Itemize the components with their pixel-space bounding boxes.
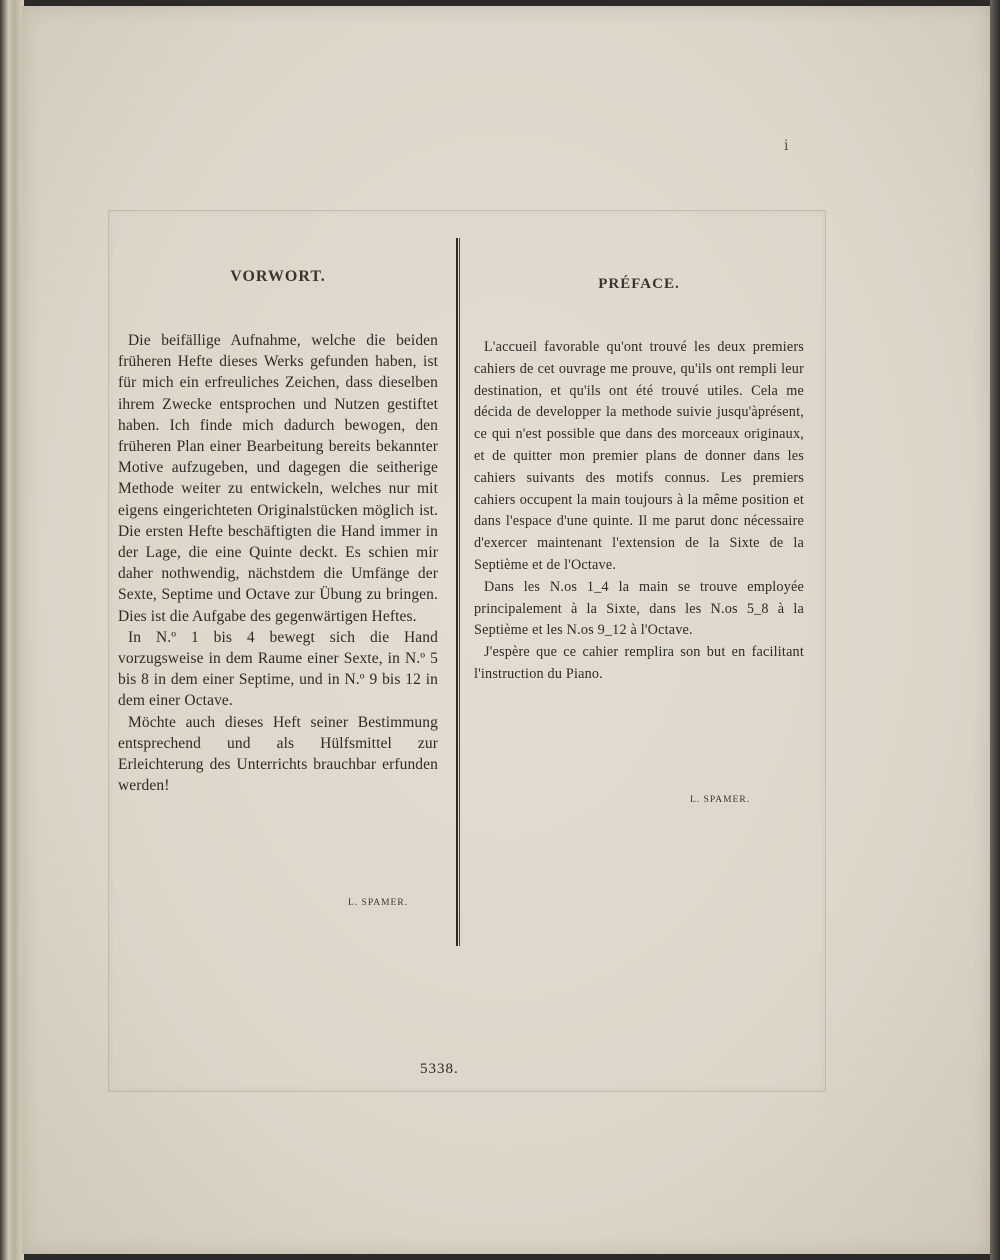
french-paragraph: J'espère que ce cahier remplira son but en facilitant l'instruction du Piano. xyxy=(474,644,804,682)
german-column xyxy=(118,268,438,796)
german-heading: VORWORT. xyxy=(230,268,326,285)
french-body xyxy=(474,337,804,686)
document-page xyxy=(22,6,990,1254)
german-paragraph: Möchte auch dieses Heft seiner Bestimmung entsprechend und als Hülfsmittel zur Erleichterung des Unterrichts brauchbar erfunden werden! xyxy=(118,713,438,795)
book-spine xyxy=(0,0,24,1260)
french-column xyxy=(474,276,804,686)
german-body xyxy=(118,330,438,796)
german-signature: L. SPAMER. xyxy=(348,898,409,908)
column-divider xyxy=(456,238,460,946)
french-paragraph: L'accueil favorable qu'ont trouvé les deux premiers cahiers de cet ouvrage me prouve, qu'ils ont rempli leur destination, et qu'ils ont été trouvé utiles. Cela me décida de developper la methode suivie jusqu'àprésent, ce qui n'est possible que dans des morceaux originaux, et de quitter mon premier plans de donner dans les cahiers suivants des motifs connus. Les premiers cahiers occupent la main toujours à la même position et dans l'espace d'une quinte. Il me parut donc nécessaire d'exercer maintenant l'extension de la Sixte de la Septième et de l'Octave. xyxy=(474,339,804,573)
corner-mark: i xyxy=(784,138,789,154)
plate-number: 5338. xyxy=(420,1061,459,1077)
french-paragraph: Dans les N.os 1_4 la main se trouve employée principalement à la Sixte, dans les N.os 5_8 à la Septième et les N.os 9_12 à l'Octave. xyxy=(474,578,804,639)
german-paragraph: Die beifällige Aufnahme, welche die beiden früheren Hefte dieses Werks gefunden haben, ist für mich ein erfreuliches Zeichen, dass dieselben ihrem Zwecke entsprochen und Nutzen gestiftet haben. Ich finde mich dadurch bewogen, den früheren Plan einer Bearbeitung bereits bekannter Motive aufzugeben, und dagegen die seitherige Methode weiter zu entwickeln, welches nur mit eigens eingerichteten Originalstücken möglich ist. Die ersten Hefte beschäftigten die Hand immer in der Lage, die eine Quinte deckt. Es schien mir daher nothwendig, nächstdem die Umfänge der Sexte, Septime und Octave zur Übung zu bringen. Dies ist die Aufgabe des gegenwärtigen Heftes. xyxy=(118,332,438,625)
page-edge-shadow xyxy=(990,0,1000,1260)
french-heading: PRÉFACE. xyxy=(598,276,680,292)
french-signature: L. SPAMER. xyxy=(690,795,751,805)
german-paragraph: In N.º 1 bis 4 bewegt sich die Hand vorzugsweise in dem Raume einer Sexte, in N.º 5 bis 8 in dem einer Septime, und in N.º 9 bis 12 in dem einer Octave. xyxy=(118,628,438,710)
